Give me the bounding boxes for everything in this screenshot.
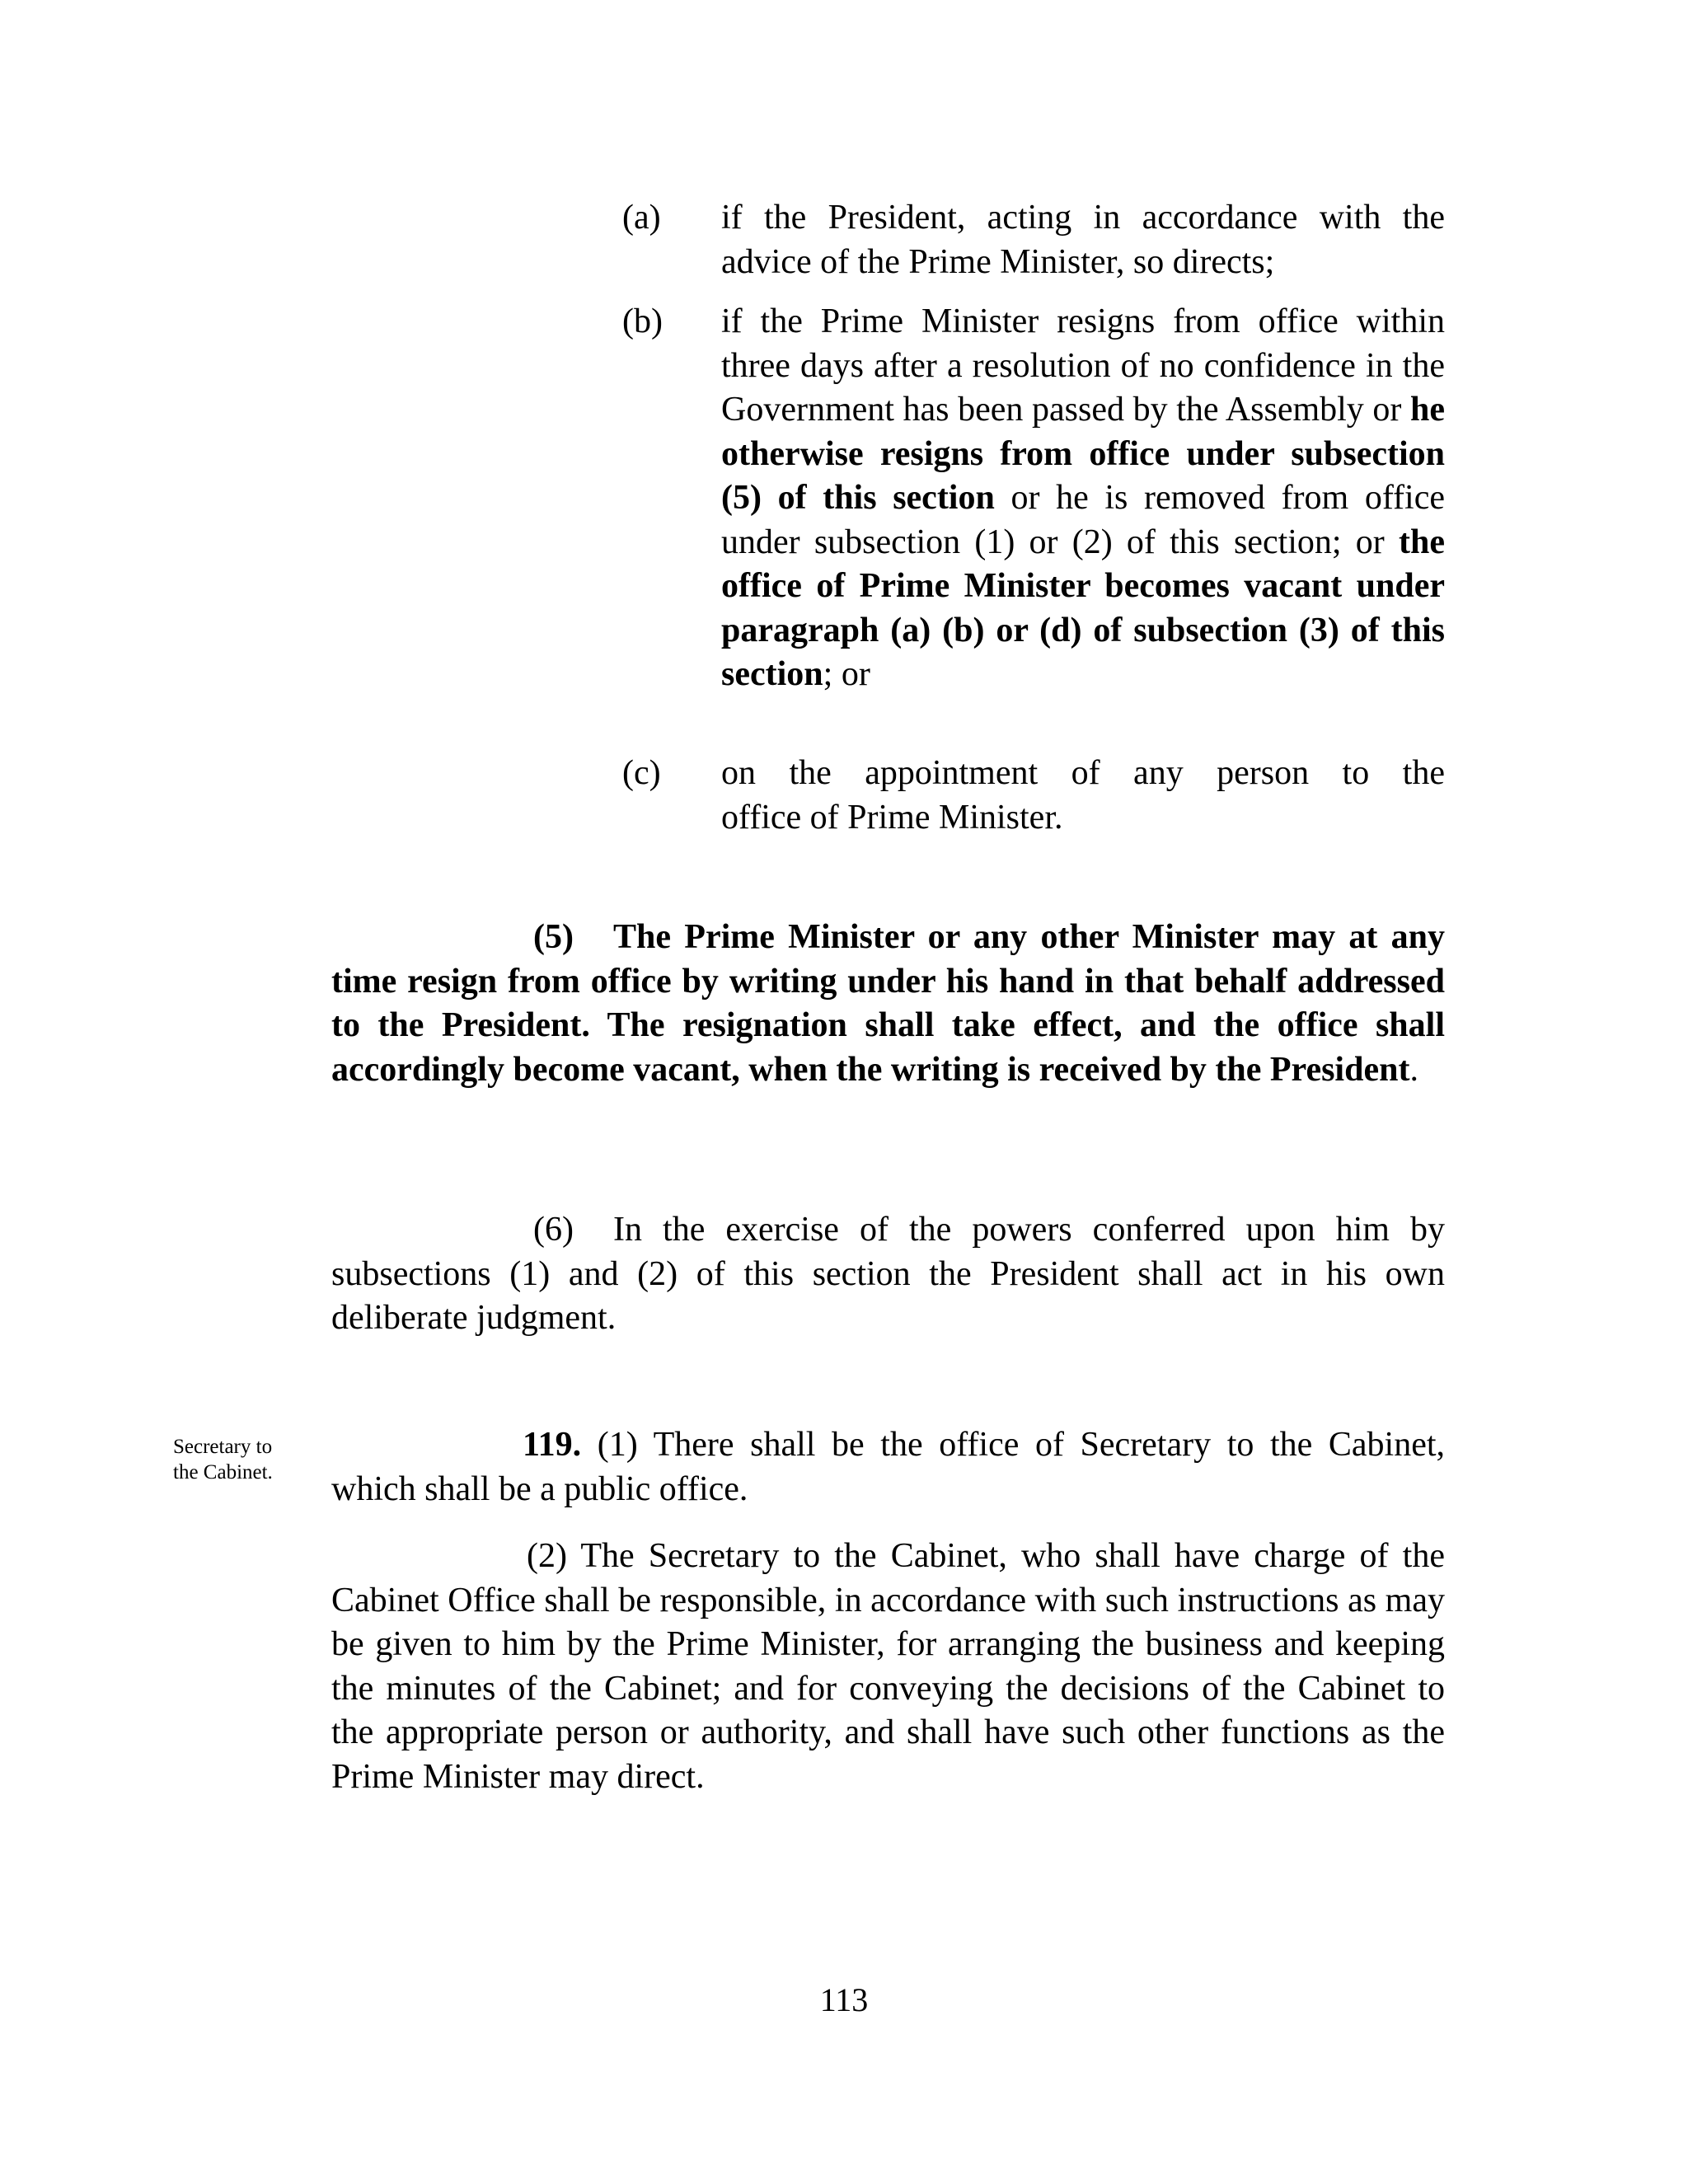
- paragraph-c-line-2: office of Prime Minister.: [721, 798, 1063, 837]
- paragraph-a-line-2: advice of the Prime Minister, so directs;: [721, 242, 1275, 281]
- subsection-5-text: The Prime Minister or any other Minister may at any time resign from office by writing under his hand in that behalf addressed to the President. The resignation shall take effect, and the office shall accordingly become vacant, when the writing is received by the President: [331, 918, 1445, 1089]
- paragraph-c-label: (c): [622, 754, 661, 792]
- section-119-subsection-2-text: (2) The Secretary to the Cabinet, who shall have charge of the Cabinet Office shall be responsible, in accordance with such instructions as may be given to him by the Prime Minister, for arranging the business and keeping the minutes of the Cabinet; and for conveying the decisions of the Cabinet to the appropriate person or authority, and shall have such other functions as the Prime Minister may direct.: [331, 1537, 1445, 1796]
- subsection-5-end: .: [1409, 1050, 1418, 1089]
- paragraph-c-line-1: on the appointment of any person to the: [721, 754, 1445, 792]
- section-119-subsection-2: [331, 1535, 1445, 1799]
- paragraph-b-text-part-1: if the Prime Minister resigns from office within three days after a resolution of no confidence in the Government has been passed by the Assembly or: [721, 302, 1445, 429]
- paragraph-b-text-part-2: or he is removed from office under subsection (1) or (2) of this section; or: [721, 479, 1445, 561]
- paragraph-a-line-1: if the President, acting in accordance with the: [721, 199, 1445, 237]
- paragraph-b-bold-part-2: the office of Prime Minister becomes vacant under paragraph (a) (b) or (d) of subsection (3) of this section: [721, 523, 1445, 693]
- margin-note: Secretary to the Cabinet.: [173, 1436, 273, 1483]
- paragraph-b-text-part-3: ; or: [823, 655, 870, 693]
- page-number: 113: [819, 1981, 869, 2018]
- paragraph-c-text: [721, 752, 1445, 840]
- subsection-5-number: (5): [533, 918, 574, 956]
- subsection-6: [331, 1208, 1445, 1341]
- section-119-subsection-1: [331, 1423, 1445, 1511]
- subsection-6-number: (6): [533, 1211, 574, 1249]
- paragraph-b-label: (b): [622, 302, 663, 340]
- section-119-subsection-1-text: (1) There shall be the office of Secretary to the Cabinet, which shall be a public office.: [331, 1426, 1446, 1508]
- subsection-6-text: In the exercise of the powers conferred upon him by subsections (1) and (2) of this section the President shall act in his own deliberate judgment.: [331, 1211, 1445, 1337]
- paragraph-b-bold-part-1: he otherwise resigns from office under subsection (5) of this section: [721, 391, 1445, 517]
- section-number: 119.: [523, 1426, 582, 1464]
- subsection-5: [331, 916, 1445, 1092]
- paragraph-b-text: [721, 300, 1445, 697]
- paragraph-a-label: (a): [622, 199, 661, 237]
- paragraph-a-text: [721, 196, 1445, 284]
